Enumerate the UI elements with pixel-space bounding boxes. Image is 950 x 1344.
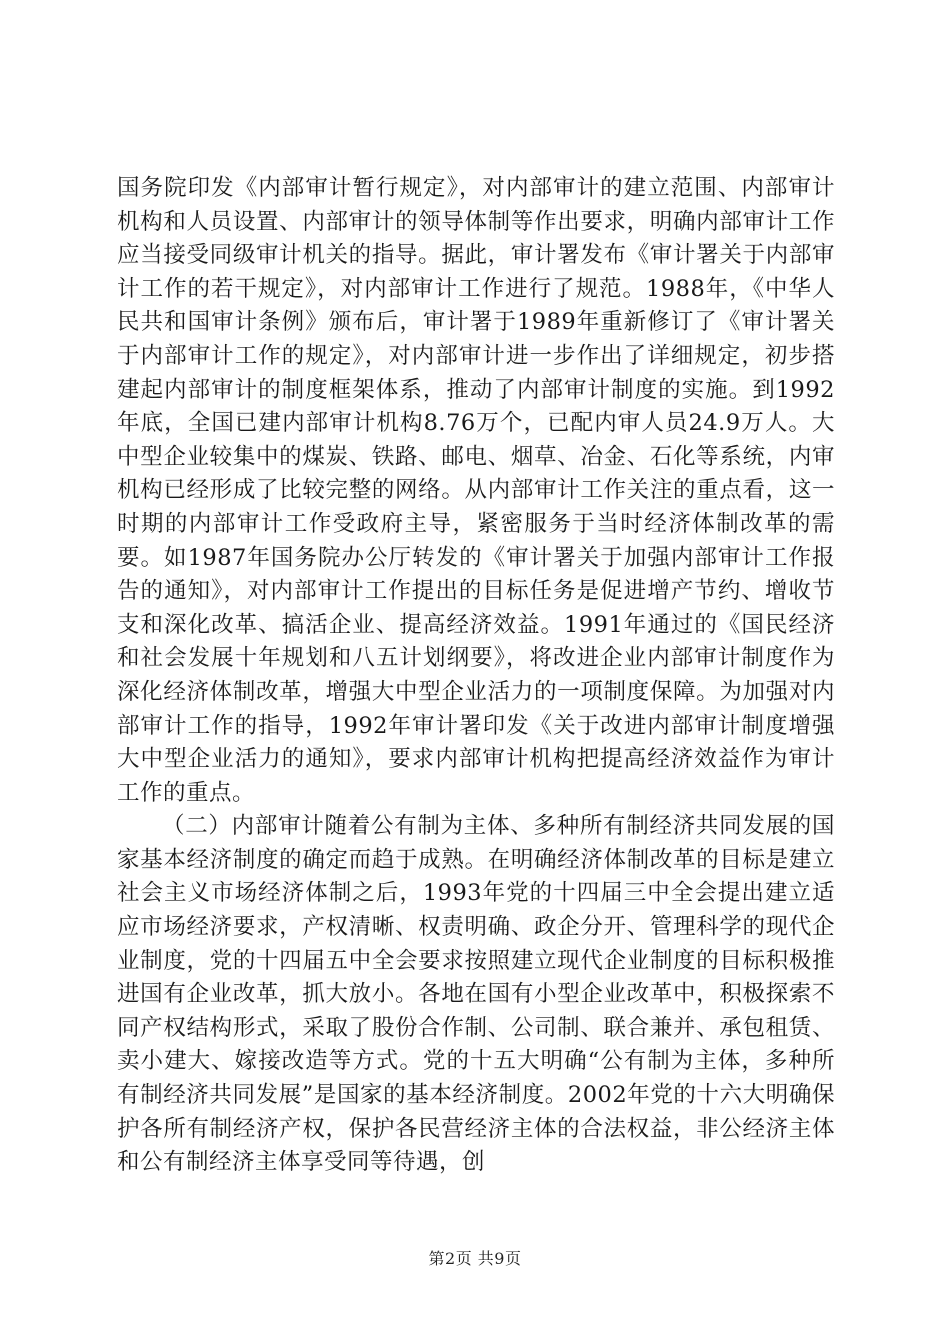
page-number-footer: 第2页 共9页 (428, 1249, 522, 1268)
document-body (117, 172, 835, 1180)
paragraph-section-two: （二）内部审计随着公有制为主体、多种所有制经济共同发展的国家基本经济制度的确定而趋于成熟。在明确经济体制改革的目标是建立社会主义市场经济体制之后，1993年党的十四届三中全会提出建立适应市场经济要求，产权清晰、权责明确、政企分开、管理科学的现代企业制度，党的十四届五中全会要求按照建立现代企业制度的目标积极推进国有企业改革，抓大放小。各地在国有小型企业改革中，积极探索不同产权结构形式，采取了股份合作制、公司制、联合兼并、承包租赁、卖小建大、嫁接改造等方式。党的十五大明确“公有制为主体，多种所有制经济共同发展”是国家的基本经济制度。2002年党的十六大明确保护各所有制经济产权，保护各民营经济主体的合法权益，非公经济主体和公有制经济主体享受同等待遇，创 (117, 813, 835, 1176)
paragraph-continuation: 国务院印发《内部审计暂行规定》，对内部审计的建立范围、内部审计机构和人员设置、内部审计的领导体制等作出要求，明确内部审计工作应当接受同级审计机关的指导。据此，审计署发布《审计署关于内部审计工作的若干规定》，对内部审计工作进行了规范。1988年，《中华人民共和国审计条例》颁布后，审计署于1989年重新修订了《审计署关于内部审计工作的规定》，对内部审计进一步作出了详细规定，初步搭建起内部审计的制度框架体系，推动了内部审计制度的实施。到1992年底，全国已建内部审计机构8.76万个，已配内审人员24.9万人。大中型企业较集中的煤炭、铁路、邮电、烟草、冶金、石化等系统，内审机构已经形成了比较完整的网络。从内部审计工作关注的重点看，这一时期的内部审计工作受政府主导，紧密服务于当时经济体制改革的需要。如1987年国务院办公厅转发的《审计署关于加强内部审计工作报告的通知》，对内部审计工作提出的目标任务是促进增产节约、增收节支和深化改革、搞活企业、提高经济效益。1991年通过的《国民经济和社会发展十年规划和八五计划纲要》，将改进企业内部审计制度作为深化经济体制改革，增强大中型企业活力的一项制度保障。为加强对内部审计工作的指导，1992年审计署印发《关于改进内部审计制度增强大中型企业活力的通知》，要求内部审计机构把提高经济效益作为审计工作的重点。 (117, 175, 835, 806)
